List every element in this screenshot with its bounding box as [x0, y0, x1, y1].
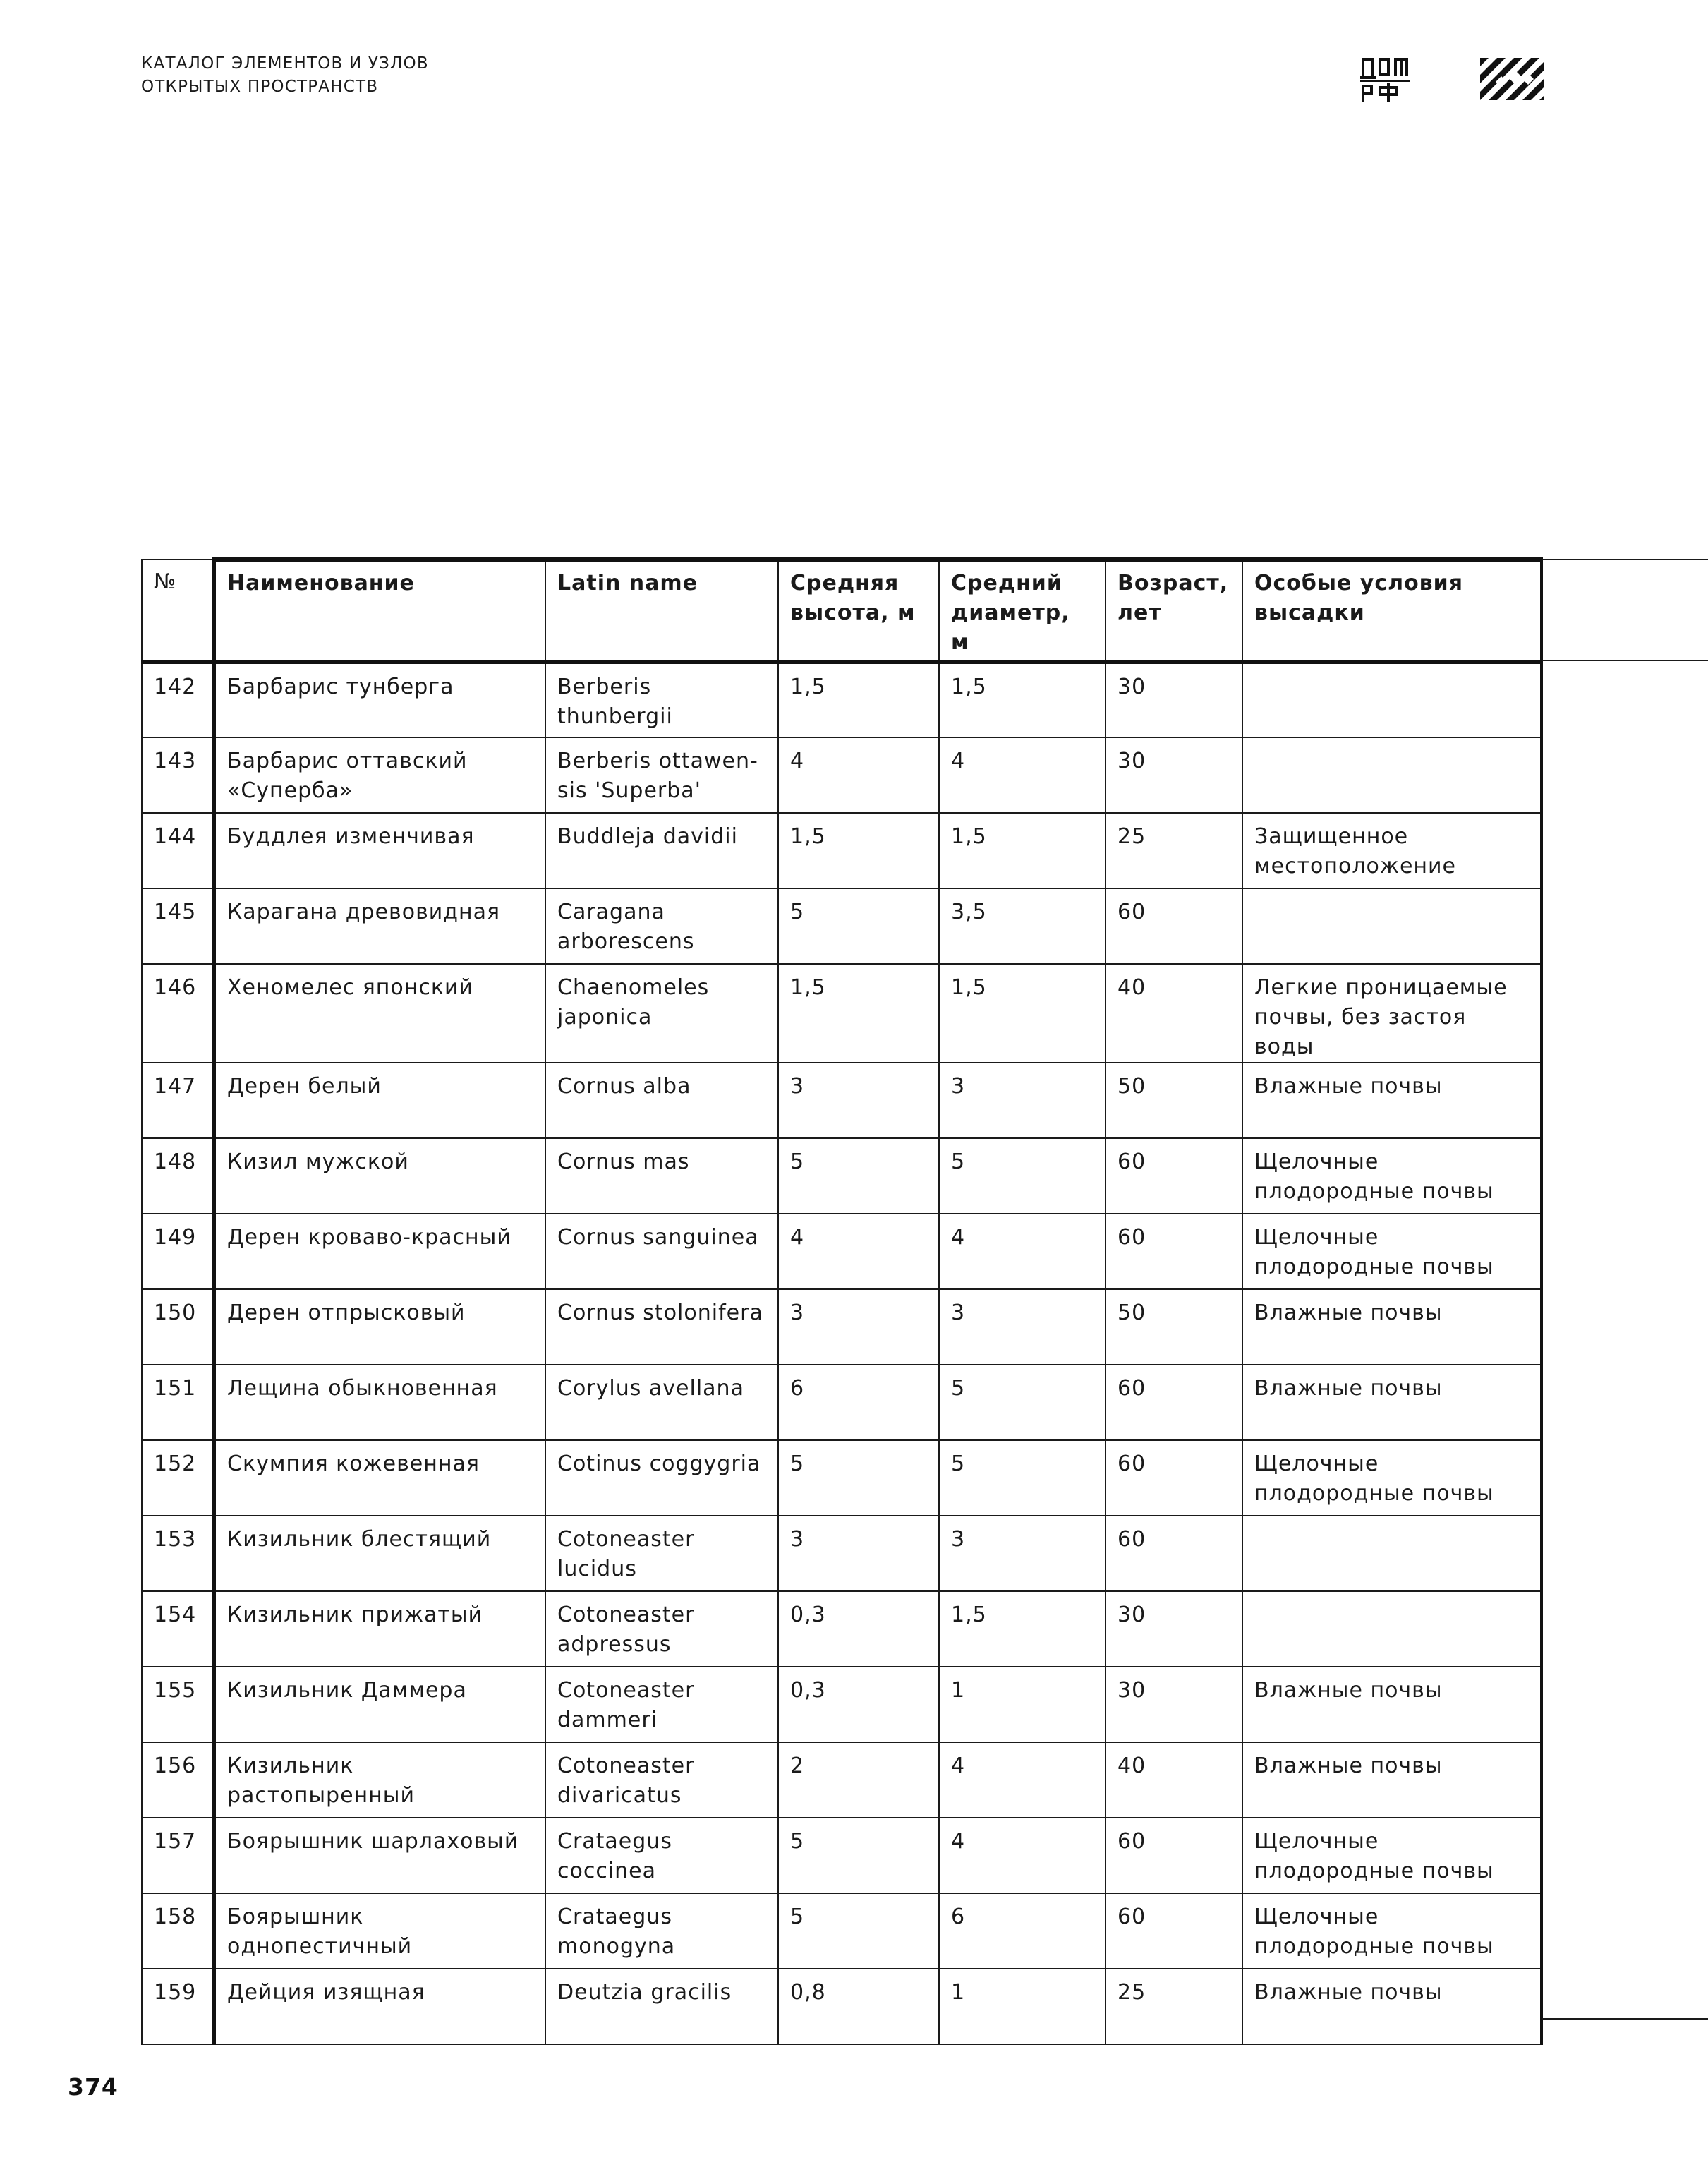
- shrubs-table: [141, 557, 1543, 2045]
- cell-diameter: 1: [939, 1969, 1106, 2044]
- cell-conditions: Щелочные плодородные почвы: [1242, 1893, 1542, 1969]
- header-latin-name: Latin name: [545, 560, 778, 662]
- catalog-title-line-1: КАТАЛОГ ЭЛЕМЕНТОВ И УЗЛОВ: [141, 54, 429, 73]
- cell-diameter: 5: [939, 1440, 1106, 1516]
- cell-latin-name: Cotoneaster lucidus: [545, 1516, 778, 1591]
- cell-age: 60: [1106, 1214, 1242, 1289]
- header-planting-conditions: Особые условия высадки: [1242, 560, 1542, 662]
- table-row: [142, 813, 1542, 888]
- cell-number: 157: [142, 1818, 214, 1893]
- cell-age: 40: [1106, 964, 1242, 1063]
- cell-conditions: Влажные почвы: [1242, 1365, 1542, 1440]
- cell-conditions: Влажные почвы: [1242, 1667, 1542, 1742]
- cell-diameter: 1,5: [939, 813, 1106, 888]
- cell-diameter: 4: [939, 1742, 1106, 1818]
- table-row: [142, 1516, 1542, 1591]
- cell-number: 147: [142, 1063, 214, 1138]
- cell-age: 60: [1106, 1516, 1242, 1591]
- cell-diameter: 3,5: [939, 888, 1106, 964]
- cell-latin-name: Cornus mas: [545, 1138, 778, 1214]
- header-number: №: [142, 560, 214, 662]
- cell-latin-name: Crataegus coccinea: [545, 1818, 778, 1893]
- header-name: Наименование: [214, 560, 545, 662]
- cell-conditions: [1242, 1516, 1542, 1591]
- cell-number: 156: [142, 1742, 214, 1818]
- cell-name: Буддлея изменчивая: [214, 813, 545, 888]
- table-row: [142, 1591, 1542, 1667]
- cell-age: 60: [1106, 1365, 1242, 1440]
- cell-number: 154: [142, 1591, 214, 1667]
- cell-name: Хеномелес японский: [214, 964, 545, 1063]
- cell-diameter: 1,5: [939, 662, 1106, 737]
- cell-height: 3: [778, 1063, 939, 1138]
- cell-number: 158: [142, 1893, 214, 1969]
- page-number: 374: [68, 2073, 119, 2101]
- cell-conditions: Защищенное местоположение: [1242, 813, 1542, 888]
- cell-name: Карагана древовидная: [214, 888, 545, 964]
- cell-diameter: 3: [939, 1516, 1106, 1591]
- cell-diameter: 4: [939, 1214, 1106, 1289]
- cell-name: Кизильник Даммера: [214, 1667, 545, 1742]
- cell-conditions: [1242, 888, 1542, 964]
- cell-height: 2: [778, 1742, 939, 1818]
- cell-age: 30: [1106, 737, 1242, 813]
- cell-height: 5: [778, 1818, 939, 1893]
- cell-number: 151: [142, 1365, 214, 1440]
- cell-name: Дейция изящная: [214, 1969, 545, 2044]
- diagonal-stripes-icon: [1480, 58, 1544, 100]
- striped-square-logo: [1480, 58, 1544, 100]
- cell-conditions: Щелочные плодородные почвы: [1242, 1138, 1542, 1214]
- cell-number: 144: [142, 813, 214, 888]
- cell-number: 149: [142, 1214, 214, 1289]
- table-row: [142, 1214, 1542, 1289]
- cell-diameter: 5: [939, 1365, 1106, 1440]
- cell-age: 60: [1106, 1818, 1242, 1893]
- cell-age: 25: [1106, 813, 1242, 888]
- cell-height: 0,8: [778, 1969, 939, 2044]
- header-bottom-rule: [1542, 660, 1708, 661]
- cell-height: 0,3: [778, 1667, 939, 1742]
- cell-name: Кизильник прижатый: [214, 1591, 545, 1667]
- cell-age: 60: [1106, 1893, 1242, 1969]
- dom-rf-logo-mark: [1360, 58, 1410, 102]
- cell-age: 40: [1106, 1742, 1242, 1818]
- cell-height: 1,5: [778, 662, 939, 737]
- cell-number: 143: [142, 737, 214, 813]
- cell-latin-name: Berberis ottawen-sis 'Superba': [545, 737, 778, 813]
- cell-name: Дерен кроваво-красный: [214, 1214, 545, 1289]
- header-top-rule: [1542, 559, 1708, 560]
- cell-height: 0,3: [778, 1591, 939, 1667]
- table-row: [142, 1893, 1542, 1969]
- cell-name: Скумпия кожевенная: [214, 1440, 545, 1516]
- table-row: [142, 1138, 1542, 1214]
- cell-age: 60: [1106, 1440, 1242, 1516]
- cell-number: 148: [142, 1138, 214, 1214]
- header-average-diameter: Средний диаметр, м: [939, 560, 1106, 662]
- cell-conditions: Влажные почвы: [1242, 1969, 1542, 2044]
- cell-number: 142: [142, 662, 214, 737]
- cell-diameter: 3: [939, 1289, 1106, 1365]
- table-row: [142, 888, 1542, 964]
- cell-height: 4: [778, 737, 939, 813]
- table-header-row: [142, 560, 1542, 662]
- table-row: [142, 1667, 1542, 1742]
- cell-height: 4: [778, 1214, 939, 1289]
- header-age: Возраст, лет: [1106, 560, 1242, 662]
- cell-number: 150: [142, 1289, 214, 1365]
- table-row: [142, 1289, 1542, 1365]
- table-row: [142, 1742, 1542, 1818]
- cell-conditions: Щелочные плодородные почвы: [1242, 1818, 1542, 1893]
- cell-number: 145: [142, 888, 214, 964]
- cell-latin-name: Crataegus monogyna: [545, 1893, 778, 1969]
- cell-diameter: 1,5: [939, 964, 1106, 1063]
- cell-conditions: Легкие проницаемые почвы, без застоя воды: [1242, 964, 1542, 1063]
- catalog-title: [141, 52, 429, 99]
- cell-number: 155: [142, 1667, 214, 1742]
- cell-conditions: Влажные почвы: [1242, 1063, 1542, 1138]
- header-average-height: Средняя высота, м: [778, 560, 939, 662]
- cell-name: Барбарис оттавский «Суперба»: [214, 737, 545, 813]
- table-row: [142, 662, 1542, 737]
- cell-diameter: 5: [939, 1138, 1106, 1214]
- cell-name: Боярышник однопестичный: [214, 1893, 545, 1969]
- cell-number: 153: [142, 1516, 214, 1591]
- cell-number: 159: [142, 1969, 214, 2044]
- cell-conditions: [1242, 737, 1542, 813]
- cell-diameter: 1: [939, 1667, 1106, 1742]
- cell-conditions: Влажные почвы: [1242, 1742, 1542, 1818]
- cell-latin-name: Cotoneaster adpressus: [545, 1591, 778, 1667]
- cell-latin-name: Caragana arborescens: [545, 888, 778, 964]
- cell-age: 25: [1106, 1969, 1242, 2044]
- cell-conditions: Влажные почвы: [1242, 1289, 1542, 1365]
- cell-height: 5: [778, 1138, 939, 1214]
- cell-diameter: 1,5: [939, 1591, 1106, 1667]
- shrubs-table-container: [141, 557, 1543, 2045]
- cell-age: 50: [1106, 1063, 1242, 1138]
- cell-height: 3: [778, 1289, 939, 1365]
- cell-name: Кизильник растопыренный: [214, 1742, 545, 1818]
- cell-conditions: Щелочные плодородные почвы: [1242, 1214, 1542, 1289]
- cell-name: Кизил мужской: [214, 1138, 545, 1214]
- cell-latin-name: Cornus stolonifera: [545, 1289, 778, 1365]
- table-row: [142, 737, 1542, 813]
- cell-latin-name: Berberis thunbergii: [545, 662, 778, 737]
- cell-diameter: 6: [939, 1893, 1106, 1969]
- cell-conditions: [1242, 1591, 1542, 1667]
- cell-age: 60: [1106, 1138, 1242, 1214]
- cell-age: 60: [1106, 888, 1242, 964]
- cell-latin-name: Cornus sanguinea: [545, 1214, 778, 1289]
- cell-height: 5: [778, 1893, 939, 1969]
- cell-name: Дерен белый: [214, 1063, 545, 1138]
- cell-name: Дерен отпрысковый: [214, 1289, 545, 1365]
- cell-latin-name: Buddleja davidii: [545, 813, 778, 888]
- dom-rf-logo: [1360, 56, 1410, 103]
- cell-name: Боярышник шарлаховый: [214, 1818, 545, 1893]
- cell-conditions: [1242, 662, 1542, 737]
- table-row: [142, 1440, 1542, 1516]
- cell-latin-name: Cotoneaster divaricatus: [545, 1742, 778, 1818]
- cell-age: 30: [1106, 1667, 1242, 1742]
- cell-name: Лещина обыкновенная: [214, 1365, 545, 1440]
- cell-height: 1,5: [778, 964, 939, 1063]
- cell-latin-name: Deutzia gracilis: [545, 1969, 778, 2044]
- table-row: [142, 1063, 1542, 1138]
- cell-name: Барбарис тунберга: [214, 662, 545, 737]
- table-row: [142, 1818, 1542, 1893]
- cell-age: 50: [1106, 1289, 1242, 1365]
- table-row: [142, 1969, 1542, 2044]
- cell-latin-name: Cornus alba: [545, 1063, 778, 1138]
- svg-text:ДОМ РФ: ДОМ РФ: [1385, 102, 1388, 103]
- table-row: [142, 1365, 1542, 1440]
- cell-latin-name: Corylus avellana: [545, 1365, 778, 1440]
- cell-latin-name: Chaenomeles japonica: [545, 964, 778, 1063]
- cell-age: 30: [1106, 1591, 1242, 1667]
- cell-number: 152: [142, 1440, 214, 1516]
- cell-diameter: 4: [939, 1818, 1106, 1893]
- cell-diameter: 4: [939, 737, 1106, 813]
- cell-conditions: Щелочные плодородные почвы: [1242, 1440, 1542, 1516]
- cell-height: 5: [778, 1440, 939, 1516]
- cell-diameter: 3: [939, 1063, 1106, 1138]
- cell-height: 6: [778, 1365, 939, 1440]
- cell-name: Кизильник блестящий: [214, 1516, 545, 1591]
- table-bottom-rule: [1542, 2018, 1708, 2020]
- cell-age: 30: [1106, 662, 1242, 737]
- cell-latin-name: Cotoneaster dammeri: [545, 1667, 778, 1742]
- catalog-title-line-2: ОТКРЫТЫХ ПРОСТРАНСТВ: [141, 78, 379, 96]
- cell-latin-name: Cotinus coggygria: [545, 1440, 778, 1516]
- cell-height: 5: [778, 888, 939, 964]
- cell-height: 1,5: [778, 813, 939, 888]
- table-row: [142, 964, 1542, 1063]
- cell-height: 3: [778, 1516, 939, 1591]
- cell-number: 146: [142, 964, 214, 1063]
